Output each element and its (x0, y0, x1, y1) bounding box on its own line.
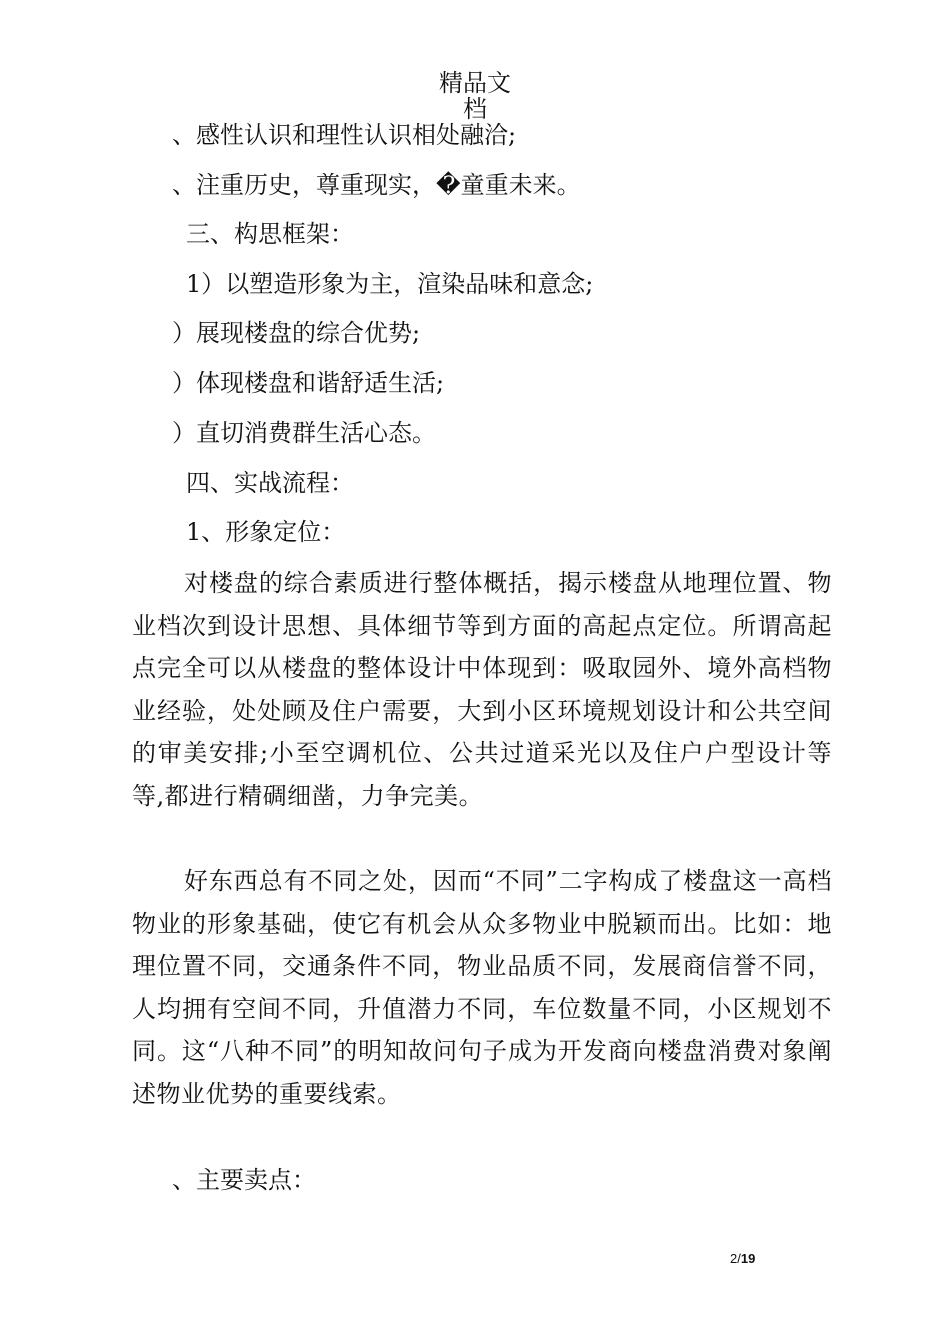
page-number (730, 1251, 755, 1266)
list-item: 1）以塑造形象为主，渲染品味和意念; (186, 270, 594, 298)
page-header (0, 70, 950, 122)
section-heading: 三、构思框架： (186, 220, 354, 248)
list-item: 、感性认识和理性认识相处融洽; (172, 121, 517, 149)
list-item: ）体现楼盘和谐舒适生活; (172, 369, 445, 397)
section-heading: 四、实战流程： (186, 469, 354, 497)
body-paragraph: 好东西总有不同之处，因而“不同”二字构成了楼盘这一高档物业的形象基础，使它有机会从众多物业中脱颖而出。比如：地理位置不同，交通条件不同，物业品质不同，发展商信誉不同，人均拥有空间不同，升值潜力不同，车位数量不同，小区规划不同。这“八种不同”的明知故问句子成为开发商向楼盘消费对象阐述物业优势的重要线索。 (132, 867, 832, 1108)
subsection-heading: 1、形象定位： (186, 518, 346, 546)
list-item: 、注重历史，尊重现实，�童重未来。 (172, 171, 581, 199)
page-current: 2/ (730, 1251, 741, 1266)
page-total: 19 (740, 1251, 756, 1266)
header-line-2: 档 (463, 95, 487, 123)
body-paragraph: 对楼盘的综合素质进行整体概括，揭示楼盘从地理位置、物业档次到设计思想、具体细节等到方面的高起点定位。所谓高起点完全可以从楼盘的整体设计中体现到：吸取园外、境外高档物业经验，处处顾及住户需要，大到小区环境规划设计和公共空间的审美安排;小至空调机位、公共过道采光以及住户户型设计等等,都进行精碉细凿，力争完美。 (132, 569, 832, 810)
header-line-1: 精品文 (439, 69, 511, 97)
list-item: ）直切消费群生活心态。 (172, 419, 436, 447)
subsection-heading: 、主要卖点： (172, 1166, 316, 1194)
list-item: ）展现楼盘的综合优势; (172, 319, 421, 347)
